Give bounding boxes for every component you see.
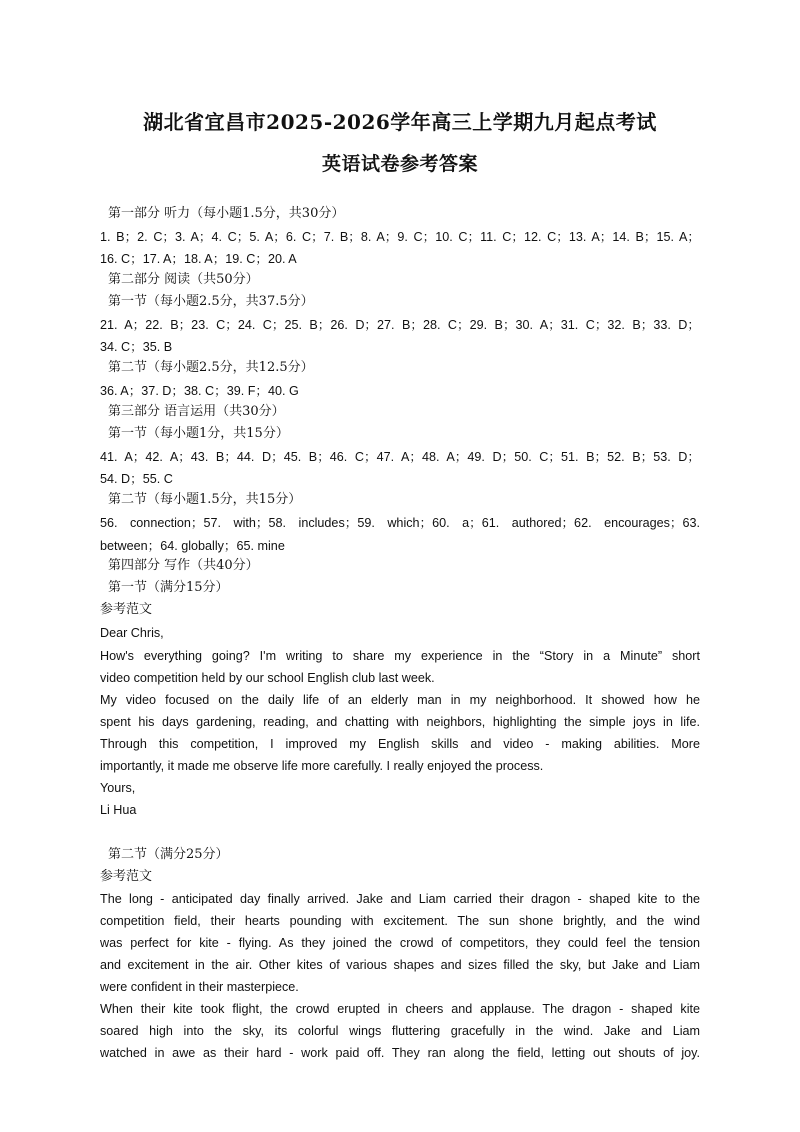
part3-section2-answers-line2: between；64. globally；65. mine — [100, 539, 285, 553]
story-p1-line3: was perfect for kite - flying. As they joined the crowd of competitors, they could feel the tension — [100, 936, 700, 950]
part4-sample-label: 参考范文 — [100, 602, 153, 617]
part2-section1-answers-line2: 34. C；35. B — [100, 340, 173, 354]
part2-section2-answers: 36. A；37. D；38. C；39. F；40. G — [100, 384, 299, 398]
story-p2-line1: When their kite took flight, the crowd erupted in cheers and applause. The dragon - shaped kite — [100, 1002, 700, 1016]
story-p1-line5: were confident in their masterpiece. — [100, 980, 299, 994]
part4-section1-heading: 第一节（满分15分） — [108, 580, 229, 595]
story-p1-line4: and excitement in the air. Other kites of various shapes and sizes filled the sky, but Jake and Liam — [100, 958, 700, 972]
part4-heading: 第四部分 写作（共40分） — [108, 558, 259, 573]
story-p1-line1: The long - anticipated day finally arrived. Jake and Liam carried their dragon - shaped kite to the — [100, 892, 700, 906]
letter-p2-line3: Through this competition, I improved my English skills and video - making abilities. More — [100, 737, 700, 751]
part3-section1-answers-line2: 54. D；55. C — [100, 472, 173, 486]
part1-answers-line2: 16. C；17. A；18. A；19. C；20. A — [100, 252, 297, 266]
letter-salutation: Dear Chris, — [100, 626, 164, 640]
part3-section2-answers-line1: 56. connection；57. with；58. includes；59. which；60. a；61. authored；62. encourages；63. — [100, 516, 700, 530]
part4-section2-heading: 第二节（满分25分） — [108, 847, 229, 862]
part3-section2-heading: 第二节（每小题1.5分，共15分） — [108, 492, 302, 507]
part2-section2-heading: 第二节（每小题2.5分，共12.5分） — [108, 360, 314, 375]
part2-heading: 第二部分 阅读（共50分） — [108, 272, 259, 287]
story-p2-line3: watched in awe as their hard - work paid off. They ran along the field, letting out shouts of joy. — [100, 1046, 700, 1060]
part3-heading: 第三部分 语言运用（共30分） — [108, 404, 285, 419]
letter-p1-line1: How's everything going? I'm writing to share my experience in the “Story in a Minute” short — [100, 649, 700, 663]
part3-section1-heading: 第一节（每小题1分，共15分） — [108, 426, 289, 441]
part2-section1-heading: 第一节（每小题2.5分，共37.5分） — [108, 294, 314, 309]
part2-section1-answers-line1: 21. A；22. B；23. C；24. C；25. B；26. D；27. B；28. C；29. B；30. A；31. C；32. B；33. D； — [100, 318, 700, 332]
letter-p2-line4: importantly, it made me observe life more carefully. I really enjoyed the process. — [100, 759, 544, 773]
part4-sample-label-2: 参考范文 — [100, 869, 153, 884]
document-title: 湖北省宜昌市2025-2026学年高三上学期九月起点考试 — [143, 110, 657, 134]
letter-p2-line2: spent his days gardening, reading, and chatting with neighbors, highlighting the simple joys in life. — [100, 715, 700, 729]
story-p1-line2: competition field, their hearts pounding with excitement. The sun shone brightly, and the wind — [100, 914, 700, 928]
letter-closing: Yours, — [100, 781, 136, 795]
letter-p1-line2: video competition held by our school English club last week. — [100, 671, 435, 685]
part1-answers-line1: 1. B；2. C；3. A；4. C；5. A；6. C；7. B；8. A；9. C；10. C；11. C；12. C；13. A；14. B；15. A； — [100, 230, 700, 244]
part1-heading: 第一部分 听力（每小题1.5分，共30分） — [108, 206, 345, 221]
letter-signature: Li Hua — [100, 803, 137, 817]
document-subtitle: 英语试卷参考答案 — [321, 153, 478, 175]
part3-section1-answers-line1: 41. A；42. A；43. B；44. D；45. B；46. C；47. A；48. A；49. D；50. C；51. B；52. B；53. D； — [100, 450, 700, 464]
letter-p2-line1: My video focused on the daily life of an elderly man in my neighborhood. It showed how he — [100, 693, 700, 707]
story-p2-line2: soared high into the sky, its colorful wings fluttering gracefully in the wind. Jake and Liam — [100, 1024, 700, 1038]
